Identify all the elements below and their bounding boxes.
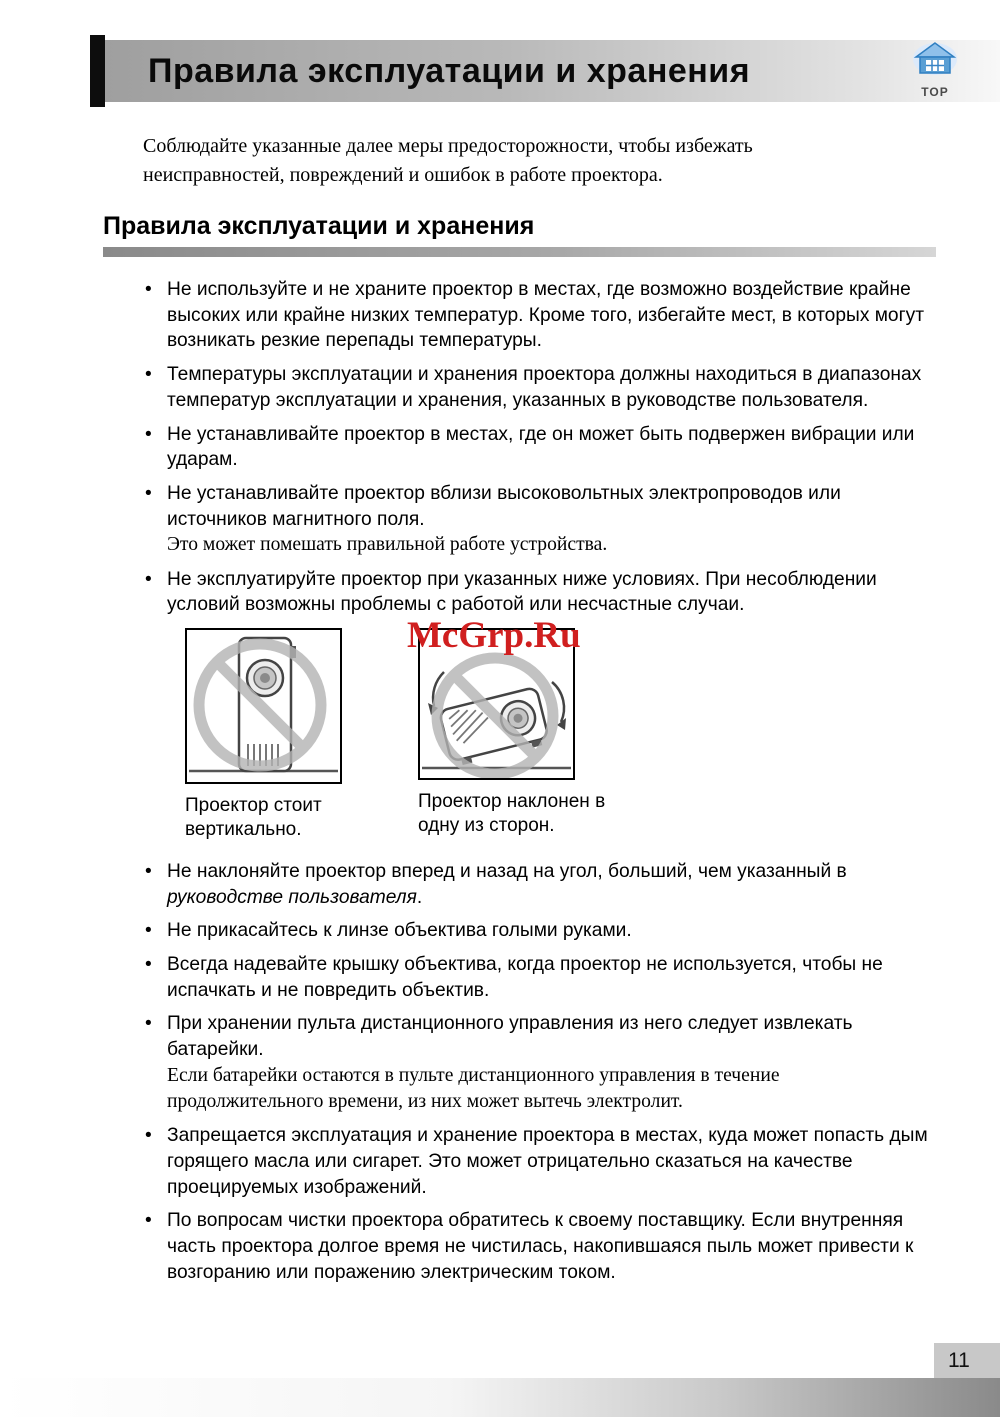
list-item-text: Не прикасайтесь к линзе объектива голыми руками. [167,920,632,942]
projector-vertical-icon [187,630,340,782]
list-item-cleaning [143,1208,928,1285]
header-accent-bar [90,35,105,107]
list-item-text-prefix: Не наклоняйте проектор вперед и назад на угол, больший, чем указанный в [167,860,847,882]
section-heading: Правила эксплуатации и хранения [103,212,535,240]
list-item-text: Не эксплуатируйте проектор при указанных ниже условиях. При несоблюдении условий возможны проблемы с работой или несчастные случаи. [167,568,877,616]
list-item-text: Температуры эксплуатации и хранения проектора должны находиться в диапазонах температур эксплуатации и хранения, указанных в руководстве пользователя. [167,364,922,411]
list-item-note: Если батарейки остаются в пульте дистанционного управления в течение продолжительного времени, из них может вытечь электролит. [167,1064,780,1113]
manual-reference-italic: руководстве пользователя [167,886,417,908]
list-item-vibration [143,422,928,473]
list-item-lens-cover [143,952,928,1003]
list-item-magnetic [143,481,928,559]
figure-vertical-box [185,628,342,784]
list-item-lens-touch [143,918,928,944]
figure-caption-vertical: Проектор стоит вертикально. [185,795,322,841]
list-item-remote-batteries [143,1011,928,1115]
list-item-note: Это может помешать правильной работе устройства. [167,534,608,556]
list-item-text-suffix: . [416,886,423,908]
list-item-text: Не используйте и не храните проектор в местах, где возможно воздействие крайне высоких или крайне низких температур. Кроме того, избегайте мест, в которых могут возникать резкие перепады температуры. [167,279,924,352]
page-header [0,40,1000,102]
footer-band [0,1378,1000,1417]
header-band [105,40,1000,102]
figures-row [185,615,1000,843]
list-item-temperature [143,277,928,354]
section-underline-bar [103,247,936,257]
precautions-list-bottom [143,859,928,1286]
figure-vertical [185,628,355,843]
list-item-text: Не устанавливайте проектор в местах, где он может быть подвержен вибрации или ударам. [167,423,915,471]
top-nav-button[interactable] [906,42,964,99]
top-nav-label: TOP [921,85,949,99]
list-item-text: • При хранении пульта дистанционного управления из него следует извлекать батарейки. [167,1013,853,1061]
intro-paragraph: Соблюдайте указанные далее меры предосторожности, чтобы избежать неисправностей, повреждений и ошибок в работе проектора. [143,135,753,186]
precautions-list-top [143,277,928,618]
list-item-tilt-angle [143,859,928,910]
list-item-conditions [143,567,928,618]
figure-caption-tilted: Проектор наклонен в одну из сторон. [418,791,606,837]
list-item-temp-ranges [143,362,928,413]
watermark-link[interactable]: McGrp.Ru [407,615,581,657]
figure-tilted [418,628,618,839]
page-number: 11 [934,1343,1000,1378]
list-item-text: Всегда надевайте крышку объектива, когда проектор не используется, чтобы не испачкать и не повредить объектив. [167,953,883,1001]
list-item-text: По вопросам чистки проектора обратитесь к своему поставщику. Если внутренняя часть проектора долгое время не чистилась, накопившаяся пыль может привести к возгоранию или поражению электрическим током. [167,1210,914,1283]
list-item-smoke [143,1123,928,1200]
list-item-text: Запрещается эксплуатация и хранение проектора в местах, куда может попасть дым горящего масла или сигарет. Это может отрицательно сказаться на качестве проецируемых изображений. [167,1125,928,1198]
list-item-text: • Не устанавливайте проектор вблизи высоковольтных электропроводов или источников магнитного поля. [167,483,841,530]
top-house-icon [912,69,958,86]
page-title: Правила эксплуатации и хранения [148,52,751,90]
